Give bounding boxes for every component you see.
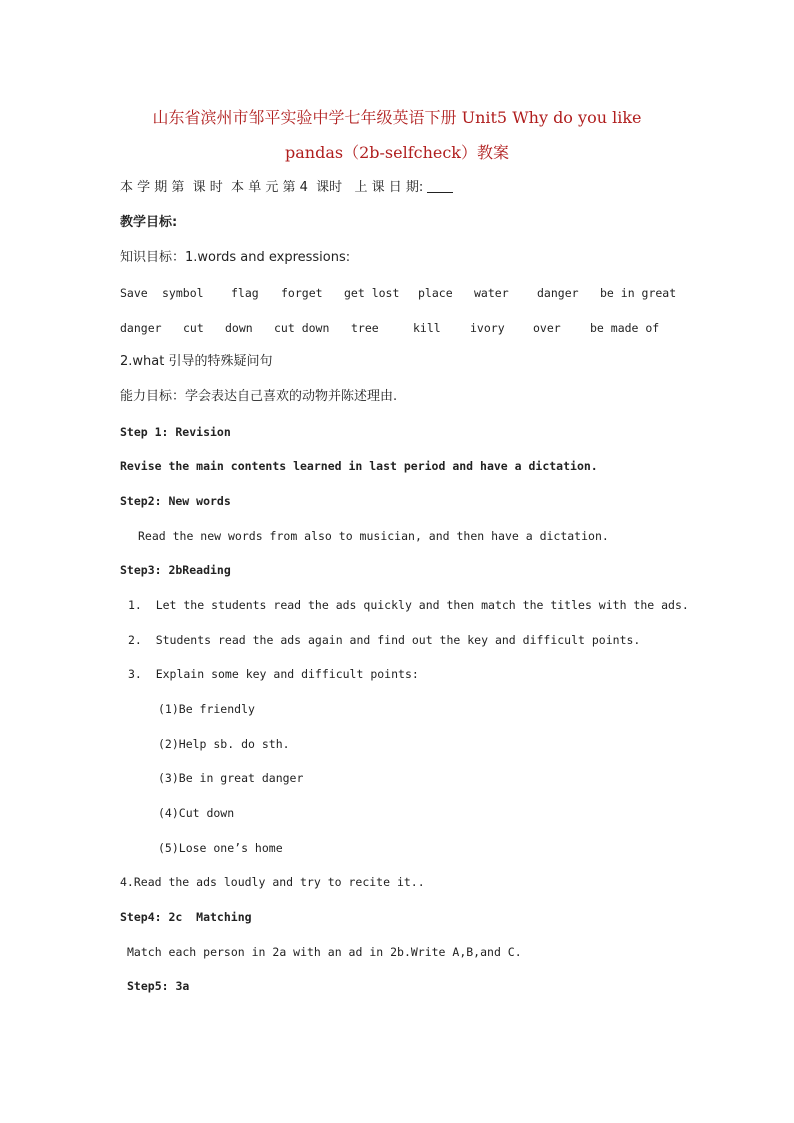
vocab-word: place [418,286,453,300]
vocab-word: Save [120,286,148,300]
vocab-word: ivory [470,321,505,335]
ability-goal: 能力目标：学会表达自己喜欢的动物并陈述理由. [120,389,398,404]
step-3-heading: Step3: 2bReading [120,563,231,577]
step-2-text: Read the new words from also to musician, and then have a dictation. [138,529,609,543]
vocab-word: danger [120,321,162,335]
what-question-line: 2.what 引导的特殊疑问句 [120,354,273,369]
schedule-text: 本 学 期 第 课 时 本 单 元 第 4 课时 上 课 日 期: [120,180,424,195]
key-point: (2)Help sb. do sth. [158,737,290,751]
vocab-word: be made of [590,321,660,335]
vocab-word: down [225,321,253,335]
document-title-line-2: pandas（2b-selfcheck）教案 [284,143,510,162]
vocab-word: symbol [162,286,204,300]
key-point: (5)Lose one’s home [158,841,283,855]
vocab-word: kill [413,321,441,335]
vocab-word: water [474,286,509,300]
date-blank [427,180,453,193]
step-1-text: Revise the main contents learned in last period and have a dictation. [120,459,598,473]
step-4-heading: Step4: 2c Matching [120,910,252,924]
vocab-word: forget [281,286,323,300]
step-1-heading: Step 1: Revision [120,425,231,439]
key-point: (3)Be in great danger [158,771,304,785]
knowledge-goal: 知识目标：1.words and expressions: [120,250,351,265]
key-point: (1)Be friendly [158,702,255,716]
step-5-heading: Step5: 3a [127,979,190,993]
document-title-line-1: 山东省滨州市邹平实验中学七年级英语下册 Unit5 Why do you like [152,108,642,127]
step-4-text: Match each person in 2a with an ad in 2b.Write A,B,and C. [127,945,522,959]
step-3-item-4: 4.Read the ads loudly and try to recite it.. [120,875,425,889]
step-3-item: 2. Students read the ads again and find out the key and difficult points. [128,633,641,647]
schedule-line [120,180,453,196]
vocab-word: danger [537,286,579,300]
key-point: (4)Cut down [158,806,235,820]
goals-heading: 教学目标: [120,215,178,230]
vocab-word: tree [351,321,379,335]
vocab-word: be in great [600,286,677,300]
vocab-word: cut down [274,321,330,335]
vocab-word: get lost [344,286,400,300]
step-3-item: 3. Explain some key and difficult points: [128,667,419,681]
step-3-item: 1. Let the students read the ads quickly and then match the titles with the ads. [128,598,689,612]
vocab-word: over [533,321,561,335]
vocab-word: flag [231,286,259,300]
step-2-heading: Step2: New words [120,494,231,508]
vocab-word: cut [183,321,204,335]
